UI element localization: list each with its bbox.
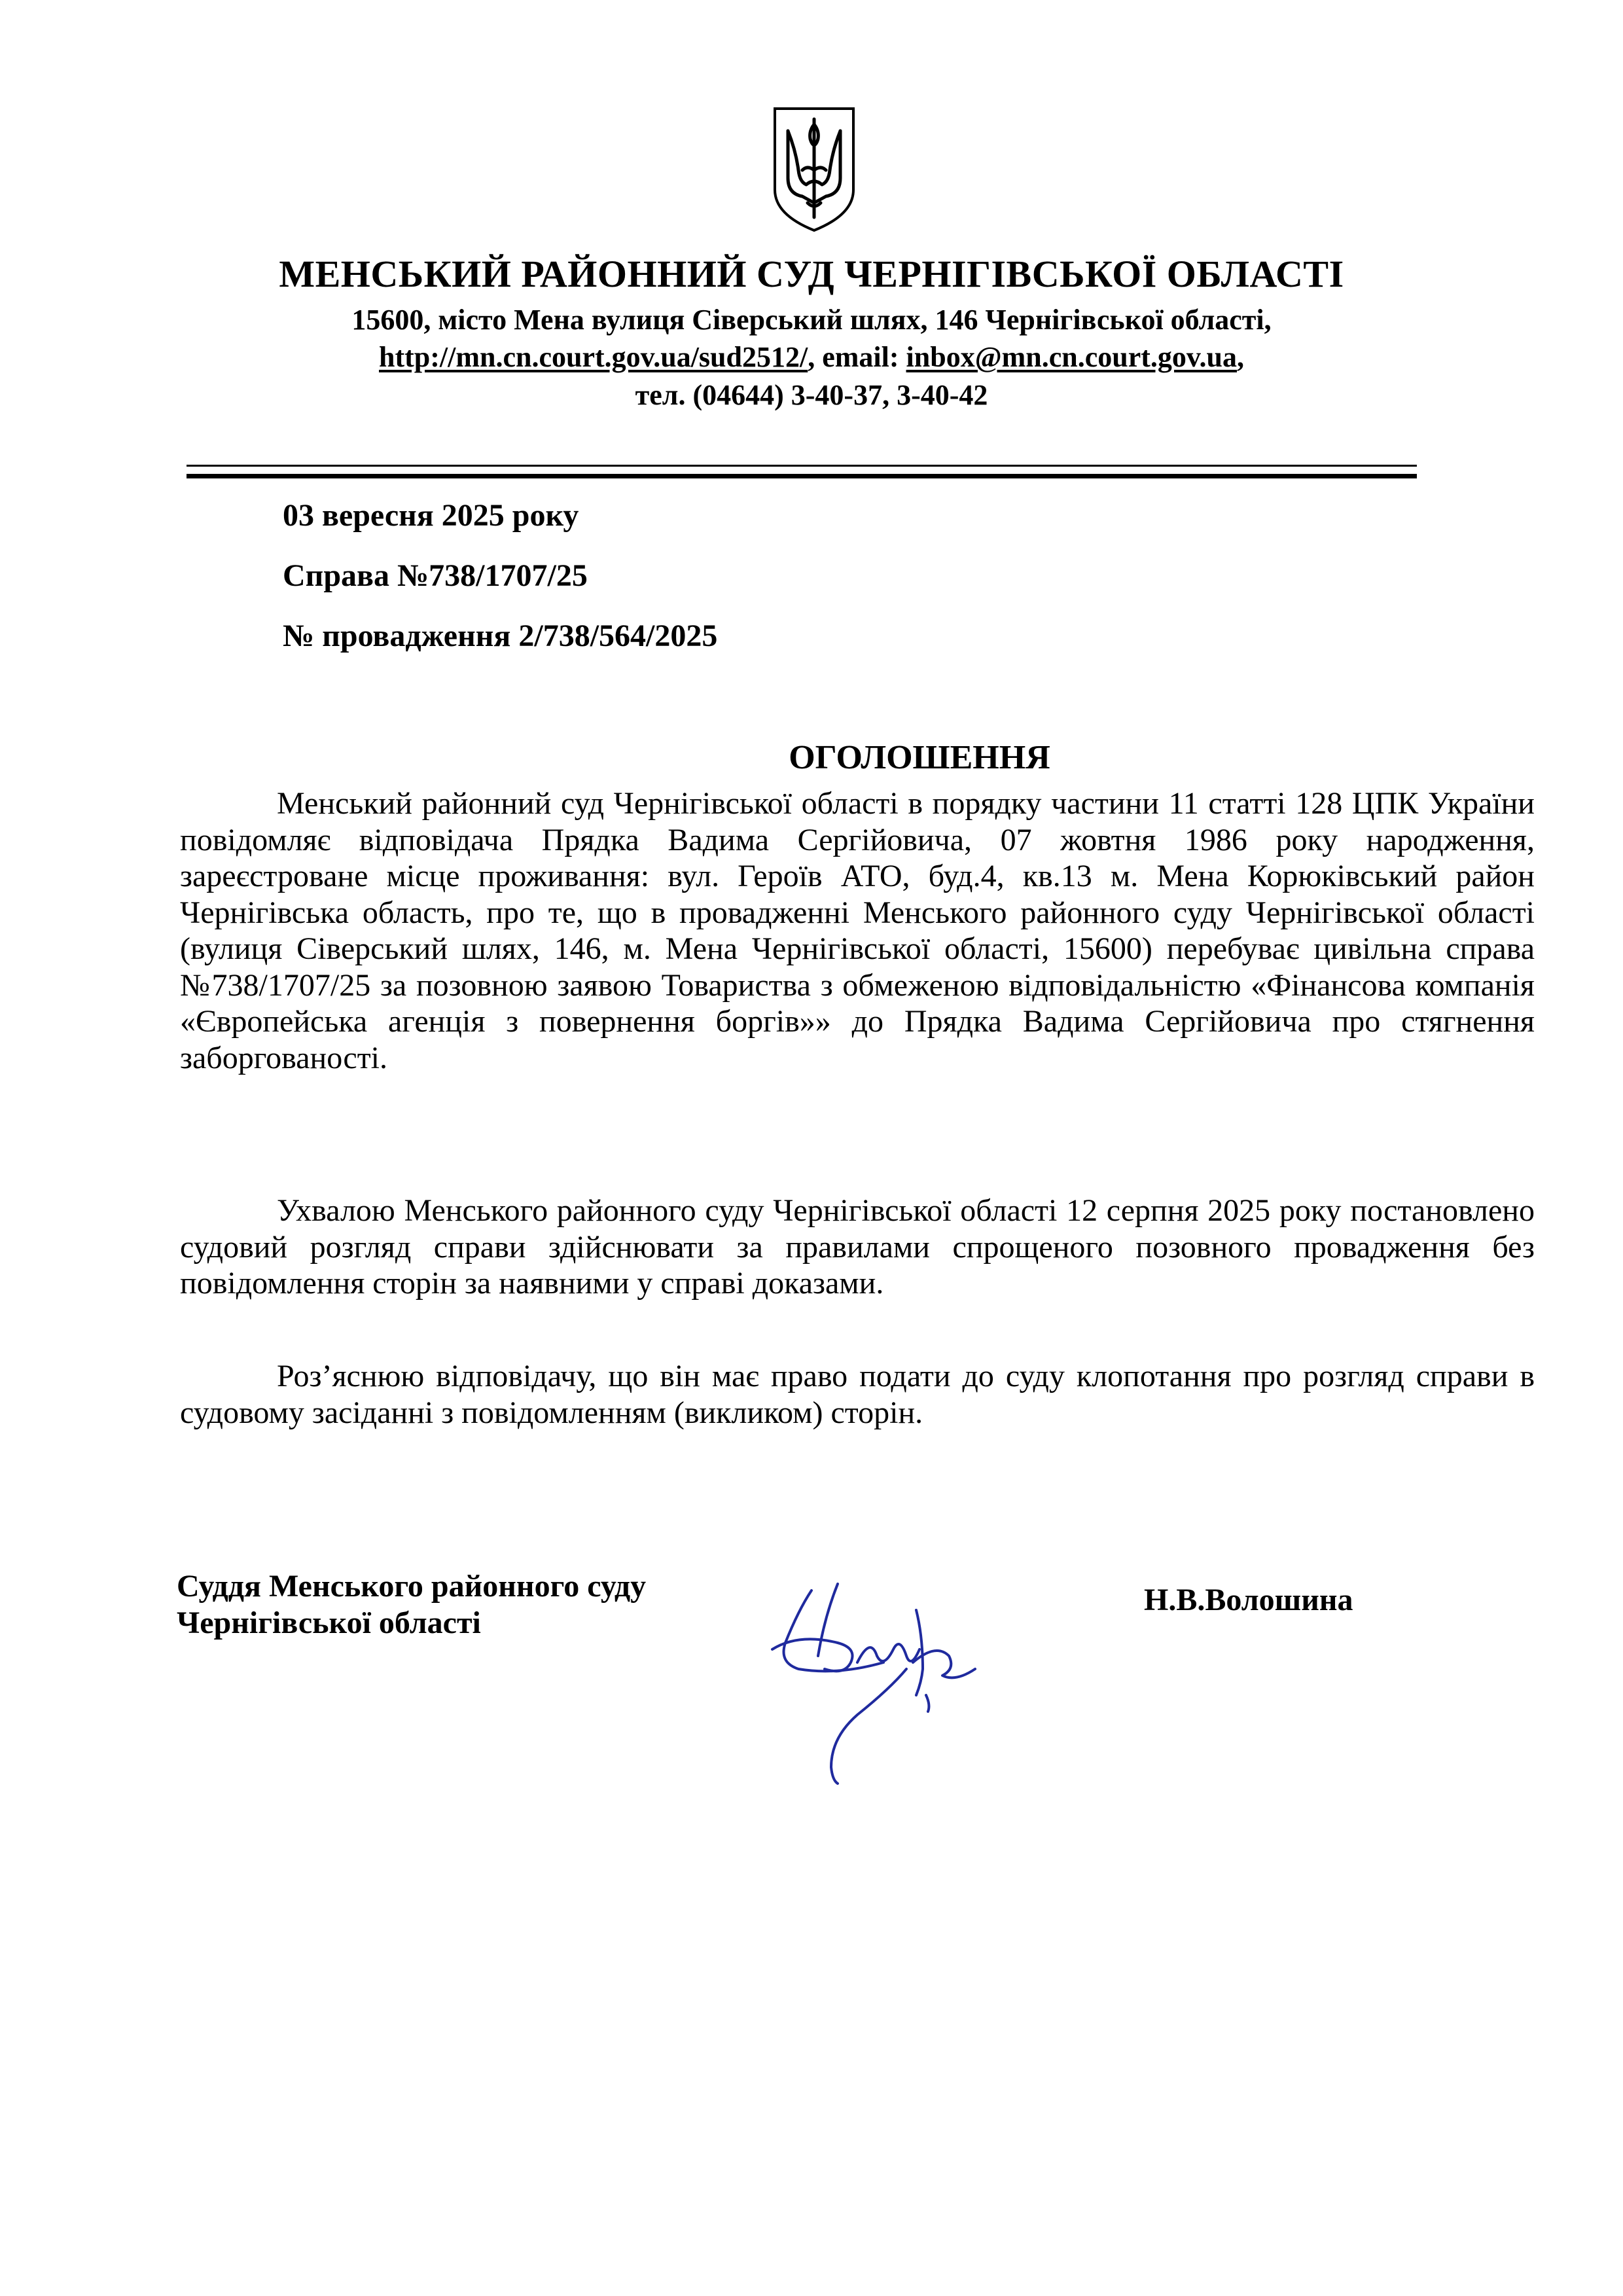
email-label: , email: [808,341,906,373]
document-date: 03 вересня 2025 року [283,498,579,533]
paragraph-text: Ухвалою Менського районного суду Чернігівської області 12 серпня 2025 року постановлено судовий розгляд справи здійснювати за правилами спрощеного позовного провадження без повідомлення сторін за наявними у справі доказами. [180,1193,1535,1300]
header-divider-thick [187,474,1417,478]
court-address: 15600, місто Мена вулиця Сіверський шлях, 146 Чернігівської області, [351,304,1272,336]
judge-title [177,1568,646,1641]
website-link[interactable]: http://mn.cn.court.gov.ua/sud2512/ [379,341,808,373]
body-paragraph-2 [180,1193,1535,1302]
signature-icon [759,1571,1008,1787]
court-contacts [0,340,1623,374]
body-paragraph-1 [180,785,1535,1076]
judge-title-line-1: Суддя Менського районного суду [177,1569,647,1604]
judge-name: Н.В.Волошина [1144,1583,1353,1617]
court-phone: тел. (04644) 3-40-37, 3-40-42 [635,379,988,411]
proceeding-number: № провадження 2/738/564/2025 [283,619,718,653]
email-trail: , [1236,341,1244,373]
document-title: ОГОЛОШЕННЯ [789,739,1050,776]
body-paragraph-3 [180,1358,1535,1431]
judge-title-line-2: Чернігівської області [177,1605,481,1640]
email-link[interactable]: inbox@mn.cn.court.gov.ua [906,341,1237,373]
court-name: МЕНСЬКИЙ РАЙОННИЙ СУД ЧЕРНІГІВСЬКОЇ ОБЛАСТІ [279,253,1344,295]
paragraph-text: Роз’яснюю відповідачу, що він має право подати до суду клопотання про розгляд справи в судовому засіданні з повідомленням (викликом) сторін. [180,1359,1535,1430]
header-divider-thin [187,465,1417,467]
case-number: Справа №738/1707/25 [283,558,588,593]
paragraph-text: Менський районний суд Чернігівської області в порядку частини 11 статті 128 ЦПК України повідомляє відповідача Прядка Вадима Сергійовича, 07 жовтня 1986 року народження, зареєстроване місце проживання: вул. Героїв АТО, буд.4, кв.13 м. Мена Корюківський район Чернігівська область, про те, що в провадженні Менського районного суду Чернігівської області (вулиця Сіверський шлях, 146, м. Мена Чернігівської області, 15600) перебуває цивільна справа №738/1707/25 за позовною заявою Товариства з обмеженою відповідальністю «Фінансова компанія «Європейська агенція з повернення боргів»» до Прядка Вадима Сергійовича про стягнення заборгованості. [180,786,1535,1075]
coat-of-arms-icon [770,105,859,233]
